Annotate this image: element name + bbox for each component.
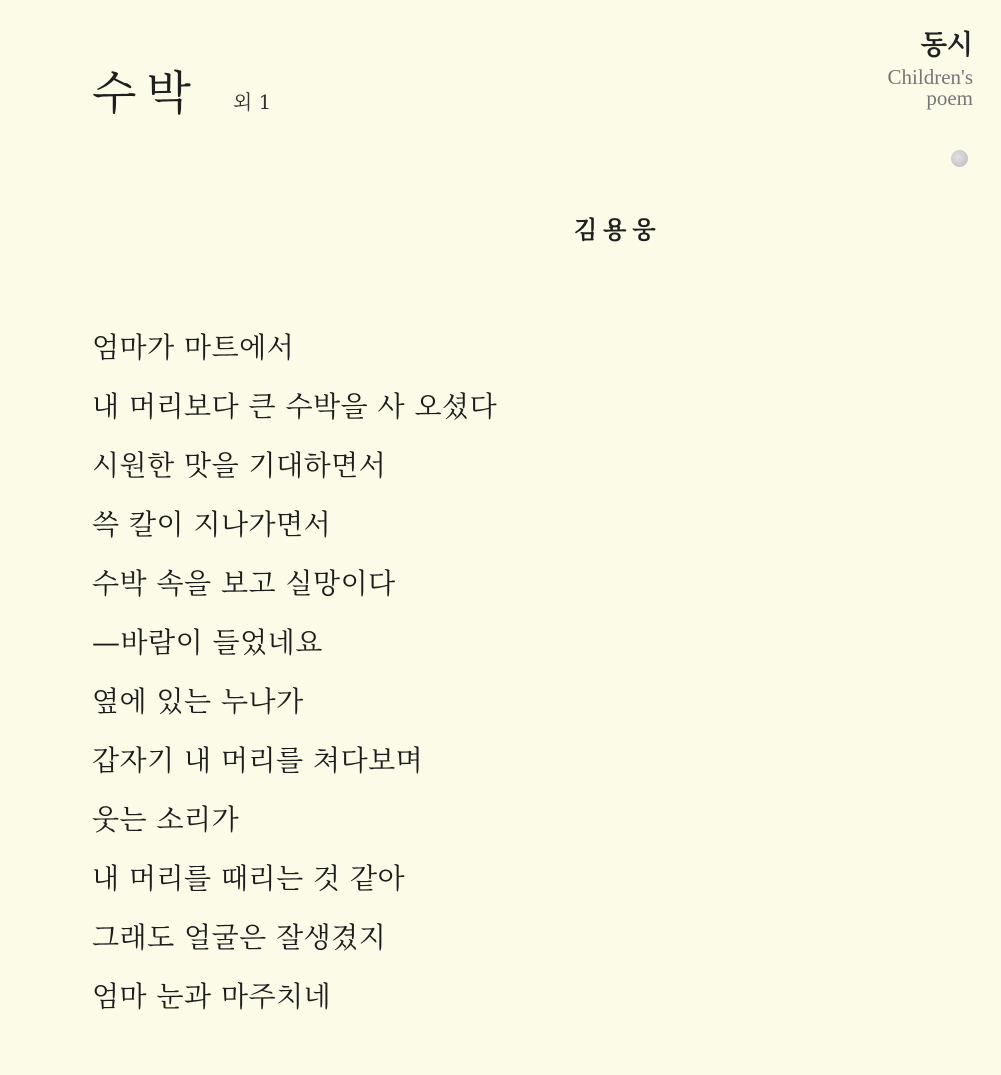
poem-body — [92, 318, 497, 1026]
poem-subtitle: 외 1 — [232, 90, 272, 114]
poem-line: 그래도 얼굴은 잘생겼지 — [92, 921, 387, 954]
decorative-dot-icon — [951, 150, 968, 167]
poem-line: 수박 속을 보고 실망이다 — [92, 567, 396, 600]
poem-line: 쓱 칼이 지나가면서 — [92, 508, 332, 541]
poem-line: 내 머리를 때리는 것 같아 — [92, 862, 406, 895]
poem-line: 엄마가 마트에서 — [92, 331, 295, 364]
poem-title: 수박 — [92, 66, 201, 120]
poem-line: 옆에 있는 누나가 — [92, 685, 304, 718]
poem-line: 갑자기 내 머리를 쳐다보며 — [92, 744, 424, 777]
category-english-line-1: Children's — [887, 65, 973, 90]
poem-line: 내 머리보다 큰 수박을 사 오셨다 — [92, 390, 498, 423]
poem-line: 엄마 눈과 마주치네 — [92, 980, 332, 1013]
poem-line: 시원한 맛을 기대하면서 — [92, 449, 387, 482]
author-name: 김용웅 — [574, 216, 662, 244]
category-label — [888, 28, 973, 109]
poem-line: —바람이 들었네요 — [92, 626, 323, 659]
category-english-line-2: poem — [926, 86, 973, 111]
poem-title-block — [92, 66, 272, 120]
category-english — [888, 67, 973, 109]
category-korean: 동시 — [920, 30, 973, 61]
poem-line: 웃는 소리가 — [92, 803, 240, 836]
